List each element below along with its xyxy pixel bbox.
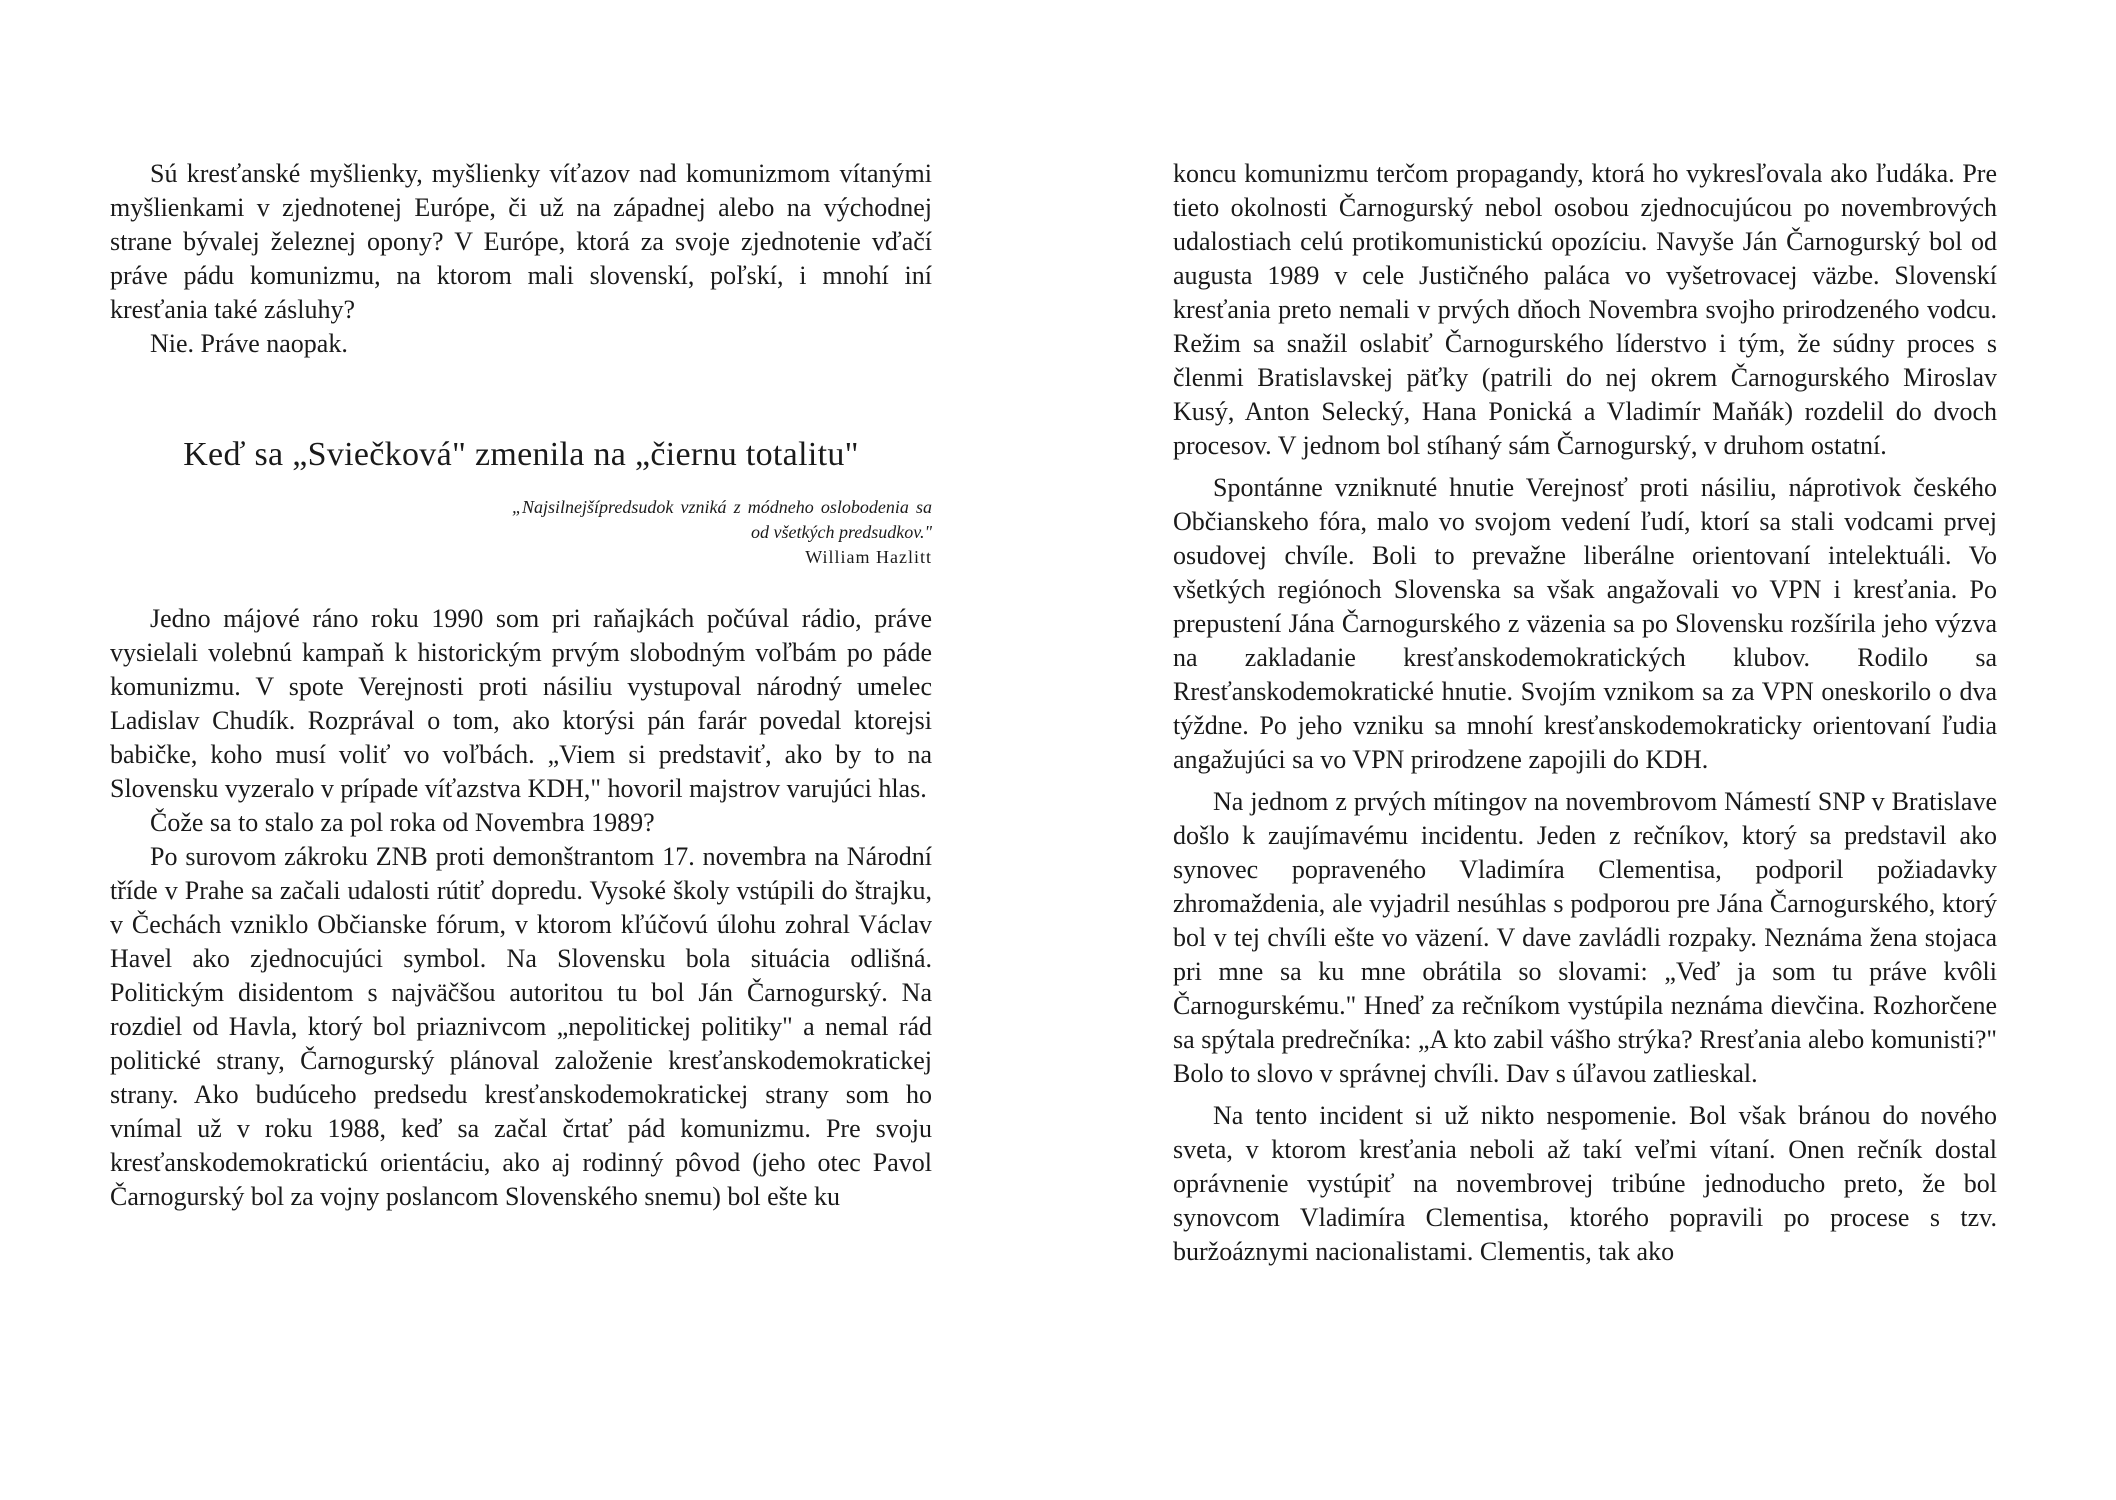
- intro-paragraph: Sú kresťanské myšlienky, myšlienky víťazov nad komunizmom vítanými myšlienkami v zjednotenej Európe, či už na západnej alebo na východnej strane bývalej železnej opony? V Európe, ktorá za svoje zjednotenie vďačí práve pádu komunizmu, na ktorom mali slovenskí, poľskí, i mnohí iní kresťania také zásluhy?: [110, 159, 932, 324]
- body-paragraph: Na jednom z prvých mítingov na novembrovom Námestí SNP v Bratislave došlo k zaujímavému incidentu. Jeden z rečníkov, ktorý sa predstavil ako synovec popraveného Vladimíra Clementisa, podporil požiadavky zhromaždenia, ale vyjadril nesúhlas s podporou pre Jána Čarnogurského, ktorý bol v tej chvíli ešte vo väzení. V dave zavládli rozpaky. Neznáma žena stojaca pri mne sa ku mne obrátila so slovami: „Veď ja som tu práve kvôli Čarnogurskému." Hneď za rečníkom vystúpila neznáma dievčina. Rozhorčene sa spýtala predrečníka: „A kto zabil vášho strýka? Rresťania alebo komunisti?" Bolo to slovo v správnej chvíli. Dav s úľavou zatlieskal.: [1173, 787, 1997, 1088]
- left-page-column: [110, 157, 932, 1214]
- body-paragraph: Spontánne vzniknuté hnutie Verejnosť proti násiliu, náprotivok českého Občianskeho fóra, malo vo svojom vedení ľudí, ktorí sa stali vodcami prvej osudovej chvíle. Boli to prevažne liberálne orientovaní intelektuáli. Vo všetkých regiónoch Slovenska sa však angažovali vo VPN i kresťania. Po prepustení Jána Čarnogurského z väzenia sa po Slovensku rozšírila jeho výzva na zakladanie kresťanskodemokratických klubov. Rodilo sa Rresťanskodemokratické hnutie. Svojím vznikom sa za VPN oneskorilo o dva týždne. Po jeho vzniku sa mnohí kresťanskodemokraticky orientovaní ľudia angažujúci sa vo VPN prirodzene zapojili do KDH.: [1173, 473, 1997, 774]
- epigraph: [110, 495, 932, 570]
- chapter-heading: Keď sa „Sviečková" zmenila na „čiernu totalitu": [183, 436, 859, 473]
- body-paragraph: Jedno májové ráno roku 1990 som pri raňajkách počúval rádio, práve vysielali volebnú kampaň k historickým prvým slobodným voľbám po páde komunizmu. V spote Verejnosti proti násiliu vystupoval národný umelec Ladislav Chudík. Rozprával o tom, ako ktorýsi pán farár povedal ktorejsi babičke, koho musí voliť vo voľbách. „Viem si predstaviť, ako by to na Slovensku vyzeralo v prípade víťazstva KDH," hovoril majstrov varujúci hlas.: [110, 604, 932, 803]
- right-page-column: [1173, 157, 1997, 1269]
- epigraph-quote: „Najsilnejšípredsudok vzniká z módneho oslobodenia sa od všetkých predsudkov.": [512, 497, 932, 542]
- body-paragraph: koncu komunizmu terčom propagandy, ktorá ho vykresľovala ako ľudáka. Pre tieto okolnosti Čarnogurský nebol osobou zjednocujúcou po novembrových udalostiach celú protikomunistickú opozíciu. Navyše Ján Čarnogurský bol od augusta 1989 v cele Justičného paláca vo vyšetrovacej väzbe. Slovenskí kresťania preto nemali v prvých dňoch Novembra svojho prirodzeného vodcu. Režim sa snažil oslabiť Čarnogurského líderstvo i tým, že súdny proces s členmi Bratislavskej päťky (patrili do nej okrem Čarnogurského Miroslav Kusý, Anton Selecký, Hana Ponická a Vladimír Maňák) rozdelil do dvoch procesov. V jednom bol stíhaný sám Čarnogurský, v druhom ostatní.: [1173, 159, 1997, 460]
- intro-paragraph: Nie. Práve naopak.: [150, 329, 348, 358]
- right-page: [1058, 0, 2116, 1500]
- body-paragraph: Na tento incident si už nikto nespomenie. Bol však bránou do nového sveta, v ktorom kresťania neboli až takí veľmi vítaní. Onen rečník dostal oprávnenie vystúpiť na novembrovej tribúne jednoducho preto, že bol synovcom Vladimíra Clementisa, ktorého popravili po procese s tzv. buržoáznymi nacionalistami. Clementis, tak ako: [1173, 1101, 1997, 1266]
- body-paragraph: Po surovom zákroku ZNB proti demonštrantom 17. novembra na Národní tříde v Prahe sa začali udalosti rútiť dopredu. Vysoké školy vstúpili do štrajku, v Čechách vzniklo Občianske fórum, v ktorom kľúčovú úlohu zohral Václav Havel ako zjednocujúci symbol. Na Slovensku bola situácia odlišná. Politickým disidentom s najväčšou autoritou tu bol Ján Čarnogurský. Na rozdiel od Havla, ktorý bol priaznivcom „nepolitickej politiky" a nemal rád politické strany, Čarnogurský plánoval založenie kresťanskodemokratickej strany. Ako budúceho predsedu kresťanskodemokratickej strany som ho vnímal už v roku 1988, keď sa začal črtať pád komunizmu. Pre svoju kresťanskodemokratickú orientáciu, ako aj rodinný pôvod (jeho otec Pavol Čarnogurský bol za vojny poslancom Slovenského snemu) bol ešte ku: [110, 842, 932, 1211]
- epigraph-author: William Hazlitt: [805, 547, 932, 567]
- body-paragraph: Čože sa to stalo za pol roka od Novembra 1989?: [150, 808, 655, 837]
